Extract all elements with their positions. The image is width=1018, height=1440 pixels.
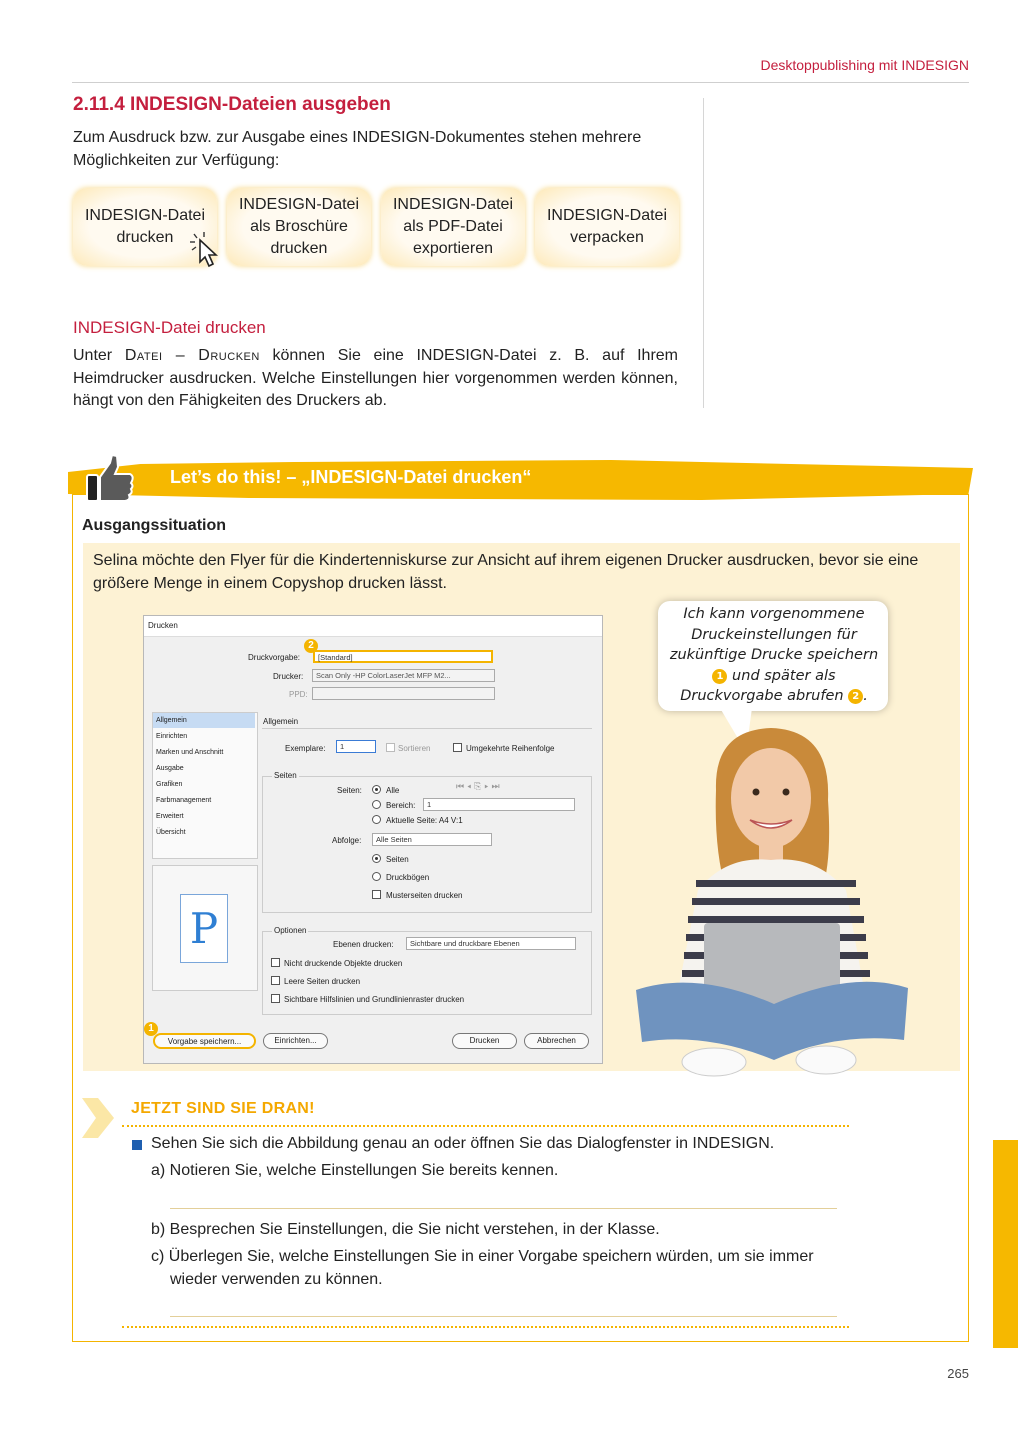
- master-pages-label: Musterseiten drucken: [386, 891, 463, 900]
- body-text: können Sie eine INDESIGN-Datei z. B. auf Ihrem Heimdrucker ausdrucken. Welche Einstellungen hier vorgenommen werden können, hängt von den Fähigkeiten des Druckers ab.: [73, 347, 679, 409]
- cancel-button[interactable]: Abbrechen: [524, 1033, 589, 1049]
- guides-label: Sichtbare Hilfslinien und Grundlinienraster drucken: [284, 995, 465, 1004]
- section-title: 2.11.4 INDESIGN-Dateien ausgeben: [73, 94, 391, 115]
- student-with-laptop-illustration: [636, 720, 912, 1088]
- activity-title: Let’s do this! – „INDESIGN-Datei drucken“: [170, 467, 532, 487]
- situation-text: Selina möchte den Flyer für die Kindertenniskurse zur Ansicht auf ihrem eigenen Drucker ausdrucken, bevor sie eine größere Menge in einem Copyshop drucken lässt.: [93, 552, 919, 592]
- print-dialog: [143, 615, 603, 1064]
- option-label: INDESIGN-Datei als PDF-Datei exportieren: [392, 196, 514, 257]
- subsection-body: [73, 345, 678, 413]
- nonprinting-label: Nicht druckende Objekte drucken: [284, 959, 403, 968]
- range-label: Bereich:: [386, 801, 416, 810]
- panel-title: Allgemein: [263, 717, 299, 726]
- blank-pages-label: Leere Seiten drucken: [284, 977, 361, 986]
- answer-line[interactable]: [170, 1208, 837, 1209]
- bubble-badge-1: 1: [712, 669, 727, 684]
- header-rule: [72, 82, 969, 83]
- ppd-select[interactable]: [312, 687, 495, 700]
- option-label: INDESIGN-Datei verpacken: [546, 207, 668, 246]
- printer-label: Drucker:: [273, 672, 304, 681]
- copies-label: Exemplare:: [285, 744, 326, 753]
- all-pages-label: Alle: [386, 786, 400, 795]
- bubble-badge-2: 2: [848, 689, 863, 704]
- sequence-select[interactable]: Alle Seiten: [372, 833, 492, 846]
- dotted-rule-bottom: [122, 1326, 849, 1328]
- setup-button[interactable]: Einrichten...: [263, 1033, 328, 1049]
- pages-label: Seiten:: [337, 786, 362, 795]
- current-page-radio[interactable]: [372, 815, 381, 824]
- bubble-line: Ich kann vorgenommene Druckeinstellungen für zukünftige Drucke speichern: [669, 606, 879, 663]
- task-b: b) Besprechen Sie Einstellungen, die Sie nicht verstehen, in der Klasse.: [151, 1221, 660, 1238]
- category-item[interactable]: Allgemein: [156, 717, 187, 724]
- printer-select[interactable]: Scan Only -HP ColorLaserJet MFP M2...: [312, 669, 495, 682]
- preset-select[interactable]: [Standard]: [313, 650, 493, 663]
- option-pdf-export: [381, 188, 525, 266]
- bubble-end: .: [863, 688, 868, 704]
- master-pages-checkbox[interactable]: [372, 890, 381, 899]
- category-item[interactable]: Farbmanagement: [156, 797, 212, 804]
- category-item[interactable]: Grafiken: [156, 781, 183, 788]
- dialog-titlebar: [144, 616, 602, 637]
- range-radio[interactable]: [372, 800, 381, 809]
- guides-checkbox[interactable]: [271, 994, 280, 1003]
- category-item[interactable]: Marken und Anschnitt: [156, 749, 224, 756]
- answer-line[interactable]: [170, 1316, 837, 1317]
- category-item[interactable]: Einrichten: [156, 733, 188, 740]
- bubble-text: [664, 604, 884, 707]
- task-main: Sehen Sie sich die Abbildung genau an oder öffnen Sie das Dialogfenster in INDESIGN.: [151, 1135, 775, 1152]
- subsection-title: INDESIGN-Datei drucken: [73, 318, 266, 337]
- column-divider: [703, 98, 704, 408]
- spreads-radio[interactable]: [372, 872, 381, 881]
- category-item[interactable]: Übersicht: [156, 829, 186, 836]
- current-page-label: Aktuelle Seite: A4 V:1: [386, 816, 463, 825]
- pages-radio[interactable]: [372, 854, 381, 863]
- option-booklet: [227, 188, 371, 266]
- click-cursor-icon: [188, 230, 224, 270]
- page-nav-icon[interactable]: ⏮◂⎘▸⏭: [456, 781, 503, 791]
- category-item[interactable]: Erweitert: [156, 813, 184, 820]
- chapter-tab: [993, 1140, 1018, 1348]
- reverse-label: Umgekehrte Reihenfolge: [466, 744, 555, 753]
- menu-path: Datei – Drucken: [124, 347, 260, 364]
- option-package: [535, 188, 679, 266]
- dotted-rule-top: [122, 1125, 849, 1127]
- spreads-label: Druckbögen: [386, 873, 430, 882]
- nonprinting-checkbox[interactable]: [271, 958, 280, 967]
- badge-1: 1: [144, 1022, 158, 1036]
- situation-heading: Ausgangssituation: [82, 517, 227, 534]
- panel-divider: [262, 728, 592, 729]
- bullet-square: [132, 1140, 142, 1150]
- print-button[interactable]: Drucken: [452, 1033, 517, 1049]
- copies-input[interactable]: 1: [336, 740, 376, 753]
- blank-pages-checkbox[interactable]: [271, 976, 280, 985]
- running-header: Desktoppublishing mit INDESIGN: [760, 57, 969, 73]
- pages-radio-label: Seiten: [386, 855, 409, 864]
- all-pages-radio[interactable]: [372, 785, 381, 794]
- chevron-right-icon: [82, 1098, 114, 1138]
- page-number: 265: [947, 1366, 969, 1381]
- preset-label: Druckvorgabe:: [248, 653, 301, 662]
- thumbs-up-icon: [84, 453, 136, 503]
- sequence-label: Abfolge:: [332, 836, 362, 845]
- reverse-checkbox[interactable]: [453, 743, 462, 752]
- bubble-line: und später als Druckvorgabe abrufen: [680, 667, 849, 704]
- task-heading: JETZT SIND SIE DRAN!: [131, 1100, 315, 1117]
- intro-text: Zum Ausdruck bzw. zur Ausgabe eines INDESIGN-Dokumentes stehen mehrere Möglichkeiten zur Verfügung:: [73, 129, 642, 169]
- body-text: Unter: [73, 347, 125, 364]
- options-group-label: Optionen: [274, 926, 307, 935]
- page-preview: P: [180, 894, 228, 963]
- layers-label: Ebenen drucken:: [333, 940, 394, 949]
- option-label: INDESIGN-Datei drucken: [84, 207, 206, 246]
- option-label: INDESIGN-Datei als Broschüre drucken: [238, 196, 360, 257]
- badge-2: 2: [304, 639, 318, 653]
- dialog-title: Drucken: [148, 621, 178, 630]
- category-item[interactable]: Ausgabe: [156, 765, 184, 772]
- collate-checkbox[interactable]: [386, 743, 395, 752]
- collate-label: Sortieren: [398, 744, 431, 753]
- task-a: a) Notieren Sie, welche Einstellungen Sie bereits kennen.: [151, 1162, 559, 1179]
- task-c: c) Überlegen Sie, welche Einstellungen Sie in einer Vorgabe speichern würden, um sie immer wieder verwenden zu können.: [151, 1248, 814, 1288]
- ppd-label: PPD:: [289, 690, 308, 699]
- layers-select[interactable]: Sichtbare und druckbare Ebenen: [406, 937, 576, 950]
- pages-group-label: Seiten: [274, 771, 297, 780]
- range-input[interactable]: 1: [423, 798, 575, 811]
- save-preset-button[interactable]: Vorgabe speichern...: [153, 1033, 256, 1049]
